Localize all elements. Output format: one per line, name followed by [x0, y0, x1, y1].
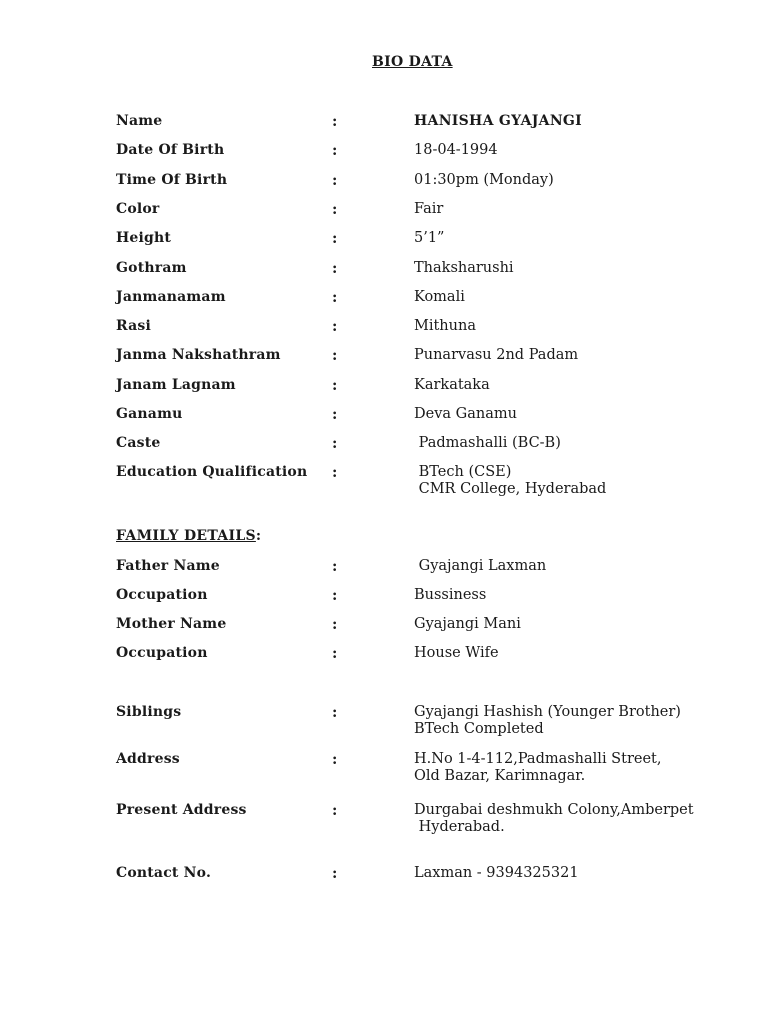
field-value [414, 113, 582, 130]
field-value-line: Padmashalli (BC-B) [414, 435, 561, 451]
field-label: Occupation [116, 645, 208, 661]
field-value [414, 751, 661, 785]
field-value [414, 289, 465, 306]
field-value [414, 704, 681, 738]
field-value-line: Deva Ganamu [414, 406, 517, 422]
field-value [414, 377, 490, 394]
family-details-heading-text: FAMILY DETAILS [116, 528, 256, 544]
field-value [414, 172, 554, 189]
field-separator: : [332, 318, 338, 335]
field-separator: : [332, 865, 338, 882]
field-label: Education Qualification [116, 464, 308, 480]
field-value-line: Gyajangi Laxman [414, 558, 547, 574]
field-value-line: House Wife [414, 645, 499, 661]
field-value [414, 142, 498, 159]
field-value [414, 645, 499, 662]
field-value-line: 01:30pm (Monday) [414, 172, 554, 188]
field-separator: : [332, 230, 338, 247]
document-title: BIO DATA [372, 54, 453, 70]
field-value [414, 464, 606, 498]
field-separator: : [332, 406, 338, 423]
field-value-line: Komali [414, 289, 465, 305]
field-value-line: Bussiness [414, 587, 487, 603]
field-label: Gothram [116, 260, 187, 276]
field-label: Address [116, 751, 180, 767]
field-value [414, 558, 546, 575]
field-value-line: BTech Completed [414, 721, 544, 737]
field-separator: : [332, 142, 338, 159]
field-label: Ganamu [116, 406, 183, 422]
field-label: Name [116, 113, 163, 129]
field-separator: : [332, 587, 338, 604]
field-label: Siblings [116, 704, 182, 720]
field-value-line: Mithuna [414, 318, 476, 334]
field-label: Contact No. [116, 865, 212, 881]
field-value [414, 435, 561, 452]
field-separator: : [332, 645, 338, 662]
field-value-line: Old Bazar, Karimnagar. [414, 768, 586, 784]
field-label: Janmanamam [116, 289, 226, 305]
field-separator: : [332, 377, 338, 394]
field-separator: : [332, 751, 338, 768]
field-value [414, 347, 578, 364]
field-value [414, 587, 486, 604]
field-value [414, 865, 579, 882]
field-value-line: Gyajangi Mani [414, 616, 521, 632]
field-label: Father Name [116, 558, 220, 574]
field-value [414, 802, 694, 836]
field-separator: : [332, 802, 338, 819]
field-label: Janma Nakshathram [116, 347, 281, 363]
field-separator: : [332, 172, 338, 189]
field-value-line: Gyajangi Hashish (Younger Brother) [414, 704, 681, 720]
field-value-line: 5’1” [414, 230, 445, 246]
field-value-line: Karkataka [414, 377, 490, 393]
family-details-heading-colon: : [255, 528, 262, 544]
field-label: Janam Lagnam [116, 377, 236, 393]
field-separator: : [332, 260, 338, 277]
field-label: Height [116, 230, 172, 246]
field-value-line: BTech (CSE) [414, 464, 512, 480]
field-value-line: 18-04-1994 [414, 142, 498, 158]
field-value [414, 616, 521, 633]
field-label: Present Address [116, 802, 247, 818]
field-separator: : [332, 435, 338, 452]
field-label: Date Of Birth [116, 142, 225, 158]
field-value [414, 201, 443, 218]
field-value [414, 406, 517, 423]
field-label: Caste [116, 435, 161, 451]
field-label: Rasi [116, 318, 152, 334]
field-value [414, 318, 476, 335]
field-value-line: H.No 1-4-112,Padmashalli Street, [414, 751, 662, 767]
family-details-heading [116, 528, 261, 544]
field-separator: : [332, 464, 338, 481]
field-label: Time Of Birth [116, 172, 228, 188]
field-separator: : [332, 347, 338, 364]
field-value-line: Fair [414, 201, 444, 217]
field-value-line: HANISHA GYAJANGI [414, 113, 583, 129]
field-value-line: Laxman - 9394325321 [414, 865, 579, 881]
field-separator: : [332, 558, 338, 575]
field-value-line: CMR College, Hyderabad [414, 481, 607, 497]
field-label: Occupation [116, 587, 208, 603]
field-separator: : [332, 201, 338, 218]
field-value-line: Punarvasu 2nd Padam [414, 347, 579, 363]
field-separator: : [332, 616, 338, 633]
field-label: Mother Name [116, 616, 227, 632]
field-separator: : [332, 289, 338, 306]
field-value [414, 260, 514, 277]
field-value [414, 230, 444, 247]
field-separator: : [332, 704, 338, 721]
field-value-line: Hyderabad. [414, 819, 505, 835]
field-value-line: Thaksharushi [414, 260, 514, 276]
field-value-line: Durgabai deshmukh Colony,Amberpet [414, 802, 694, 818]
field-label: Color [116, 201, 160, 217]
field-separator: : [332, 113, 338, 130]
